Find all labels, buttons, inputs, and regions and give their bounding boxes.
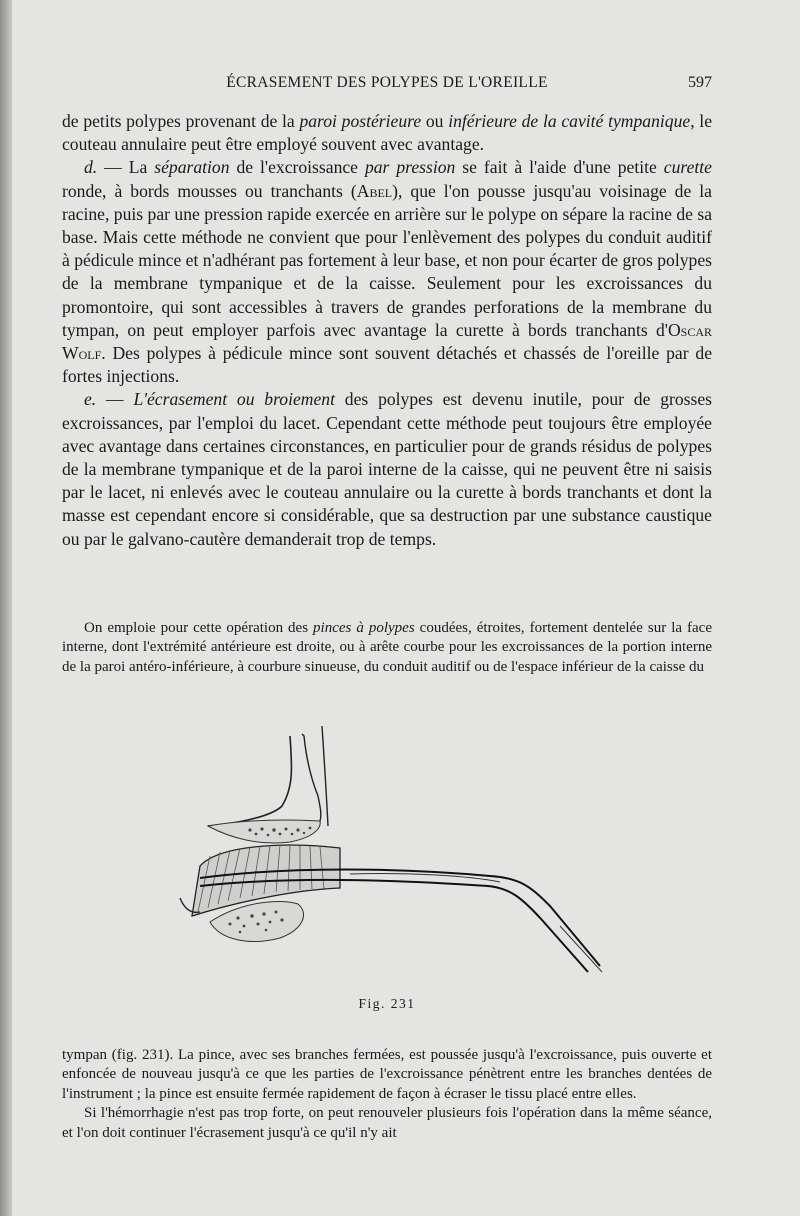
figure-caption: Fig. 231 — [358, 996, 416, 1011]
text-run: — La — [97, 157, 155, 178]
italic-run: e. — [84, 389, 97, 410]
text-run: Si l'hémorrhagie n'est pas trop forte, on peut renouveler plusieurs fois l'opération dans la même séance, et l'on doit continuer l'écrasement jusqu'à ce qu'il n'y ait — [62, 1105, 712, 1141]
polyp-forceps-ear-drawing — [170, 726, 610, 988]
text-run: . Des polypes à pédicule mince sont souvent détachés et chassés de l'oreille par de fortes injections. — [62, 343, 712, 387]
italic-run: L'écrasement ou broiement — [133, 389, 335, 410]
page-number: 597 — [688, 74, 712, 91]
text-run: de petits polypes provenant de la — [62, 111, 300, 131]
paragraph-hemorrhagie — [62, 1104, 712, 1143]
running-head: ÉCRASEMENT DES POLYPES DE L'OREILLE — [226, 74, 548, 91]
small-text-after-figure — [62, 1046, 712, 1143]
italic-run: curette — [663, 157, 712, 178]
text-run: ronde, à bords mousses ou tranchants ( — [62, 180, 357, 201]
italic-run: inférieure de la cavité tympanique — [448, 111, 691, 131]
small-text-before-figure — [62, 619, 712, 677]
text-run: ), que l'on pousse jusqu'au voisinage de la racine, puis par une pression rapide exercée en arrière sur le polype on sépare la racine de sa base. Mais cette méthode ne convient que pour l'enlèvement des polypes du conduit auditif à pédicule mince et n'adhérant pas fortement à leur base, et non pour écarter de gros polypes de la membrane tympanique et de la caisse. Seulement pour les excroissances du promontoire, qui sont accessibles à travers de grandes perforations de la membrane du tympan, on peut employer parfois avec avantage la curette à bords tranchants d' — [62, 180, 712, 340]
page-header — [62, 74, 712, 100]
text-run: On emploie pour cette opération des — [84, 620, 314, 636]
text-run: ou — [421, 111, 449, 131]
text-run: , le couteau annulaire peut être employé souvent avec avantage. — [62, 111, 713, 155]
italic-run: par pression — [364, 157, 456, 178]
paragraph-pinces — [62, 619, 712, 677]
text-run: coudées, étroites, fortement dentelée sur la face interne, dont l'extrémité antérieure est droite, ou à arête courbe pour les excroissances de la portion interne de la paroi antéro-inférieure, à courbure sinueuse, du conduit auditif ou de l'espace inférieur de la caisse du — [62, 620, 712, 675]
italic-run: séparation — [154, 157, 230, 178]
main-text — [62, 110, 712, 551]
figure-231-illustration — [170, 726, 610, 988]
text-run: — — [96, 389, 134, 410]
paragraph-continuation — [62, 110, 712, 156]
italic-run: d. — [84, 157, 98, 178]
small-caps-run: Abel — [356, 180, 393, 201]
italic-run: pinces à polypes — [313, 620, 415, 636]
text-run: tympan (fig. 231). La pince, avec ses branches fermées, est poussée jusqu'à l'excroissance, puis ouverte et enfoncée de nouveau jusqu'à ce que les parties de l'excroissance pénètrent entre les branches dentées de l'instrument ; la pince est ensuite fermée rapidement de façon à écraser le tissu placé entre elles. — [62, 1047, 712, 1102]
paragraph-d-separation — [62, 156, 712, 388]
text-run: se fait à l'aide d'une petite — [455, 157, 664, 178]
text-run: des polypes est devenu inutile, pour de grosses excroissances, par l'emploi du lacet. Cependant cette méthode peut toujours être employée avec avantage dans certaines circonstances, en particulier pour de grands résidus de polypes de la membrane tympanique et de la paroi interne de la caisse, qui ne peuvent être ni saisis par le lacet, ni enlevés avec le couteau annulaire ou la curette à bords tranchants et dont la masse est cependant encore si considérable, que sa destruction par une substance caustique ou par le galvano-cautère demanderait trop de temps. — [62, 389, 713, 549]
paragraph-e-ecrasement — [62, 388, 712, 550]
paragraph-tympan-continuation — [62, 1046, 712, 1104]
text-run: de l'excroissance — [229, 157, 365, 178]
scan-edge — [0, 0, 12, 1216]
small-caps-run: Oscar Wolf — [62, 319, 712, 364]
italic-run: paroi postérieure — [299, 111, 422, 131]
